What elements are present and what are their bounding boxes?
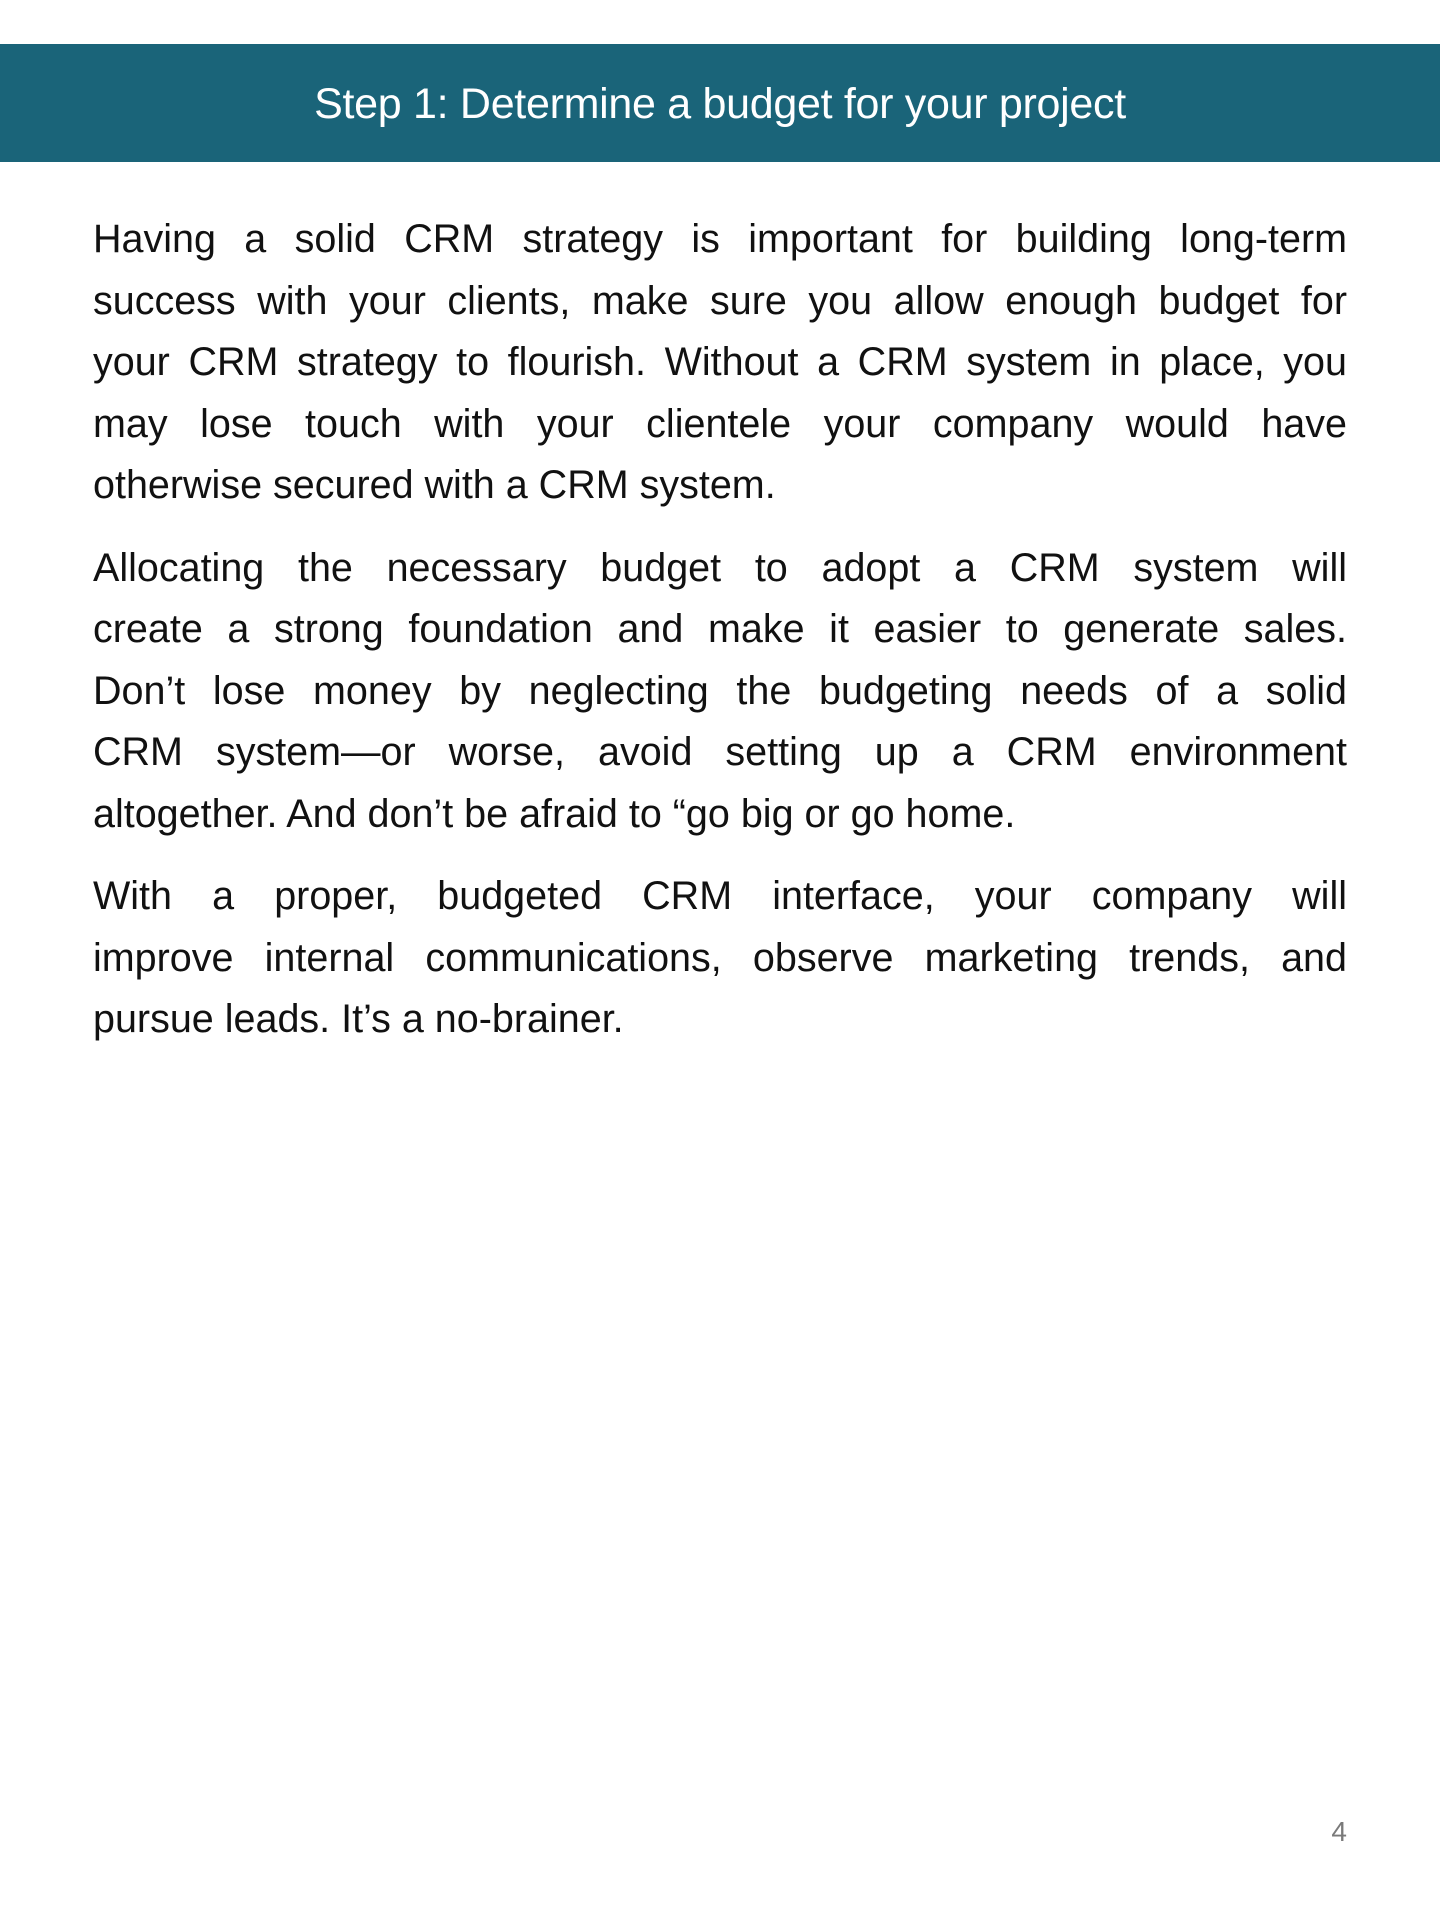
text-line: Allocating the necessary budget to adopt a CRM system will [93,545,1347,590]
text-line: Don’t lose money by neglecting the budgeting needs of a solid [93,668,1347,713]
section-title: Step 1: Determine a budget for your project [314,79,1126,128]
text-line: CRM system—or worse, avoid setting up a CRM environment [93,730,1347,774]
text-line: With a proper, budgeted CRM interface, your company will [93,874,1347,918]
text-line: may lose touch with your clientele your company would have [93,401,1347,446]
text-line: Having a solid CRM strategy is important for building long-term [93,217,1347,261]
paragraph-3 [93,866,1347,1051]
page-number: 4 [1331,1816,1347,1847]
text-line: create a strong foundation and make it easier to generate sales. [93,607,1347,651]
text-line: success with your clients, make sure you allow enough budget for [93,278,1347,323]
body-text [93,209,1347,1072]
section-header-banner [0,44,1440,162]
paragraph-2 [93,538,1347,846]
text-line: improve internal communications, observe marketing trends, and [93,935,1347,980]
text-line: pursue leads. It’s a no-brainer. [93,997,624,1041]
text-line: altogether. And don’t be afraid to “go big or go home. [93,791,1016,836]
text-line: your CRM strategy to flourish. Without a CRM system in place, you [93,340,1347,384]
paragraph-1 [93,209,1347,517]
text-line: otherwise secured with a CRM system. [93,463,776,507]
